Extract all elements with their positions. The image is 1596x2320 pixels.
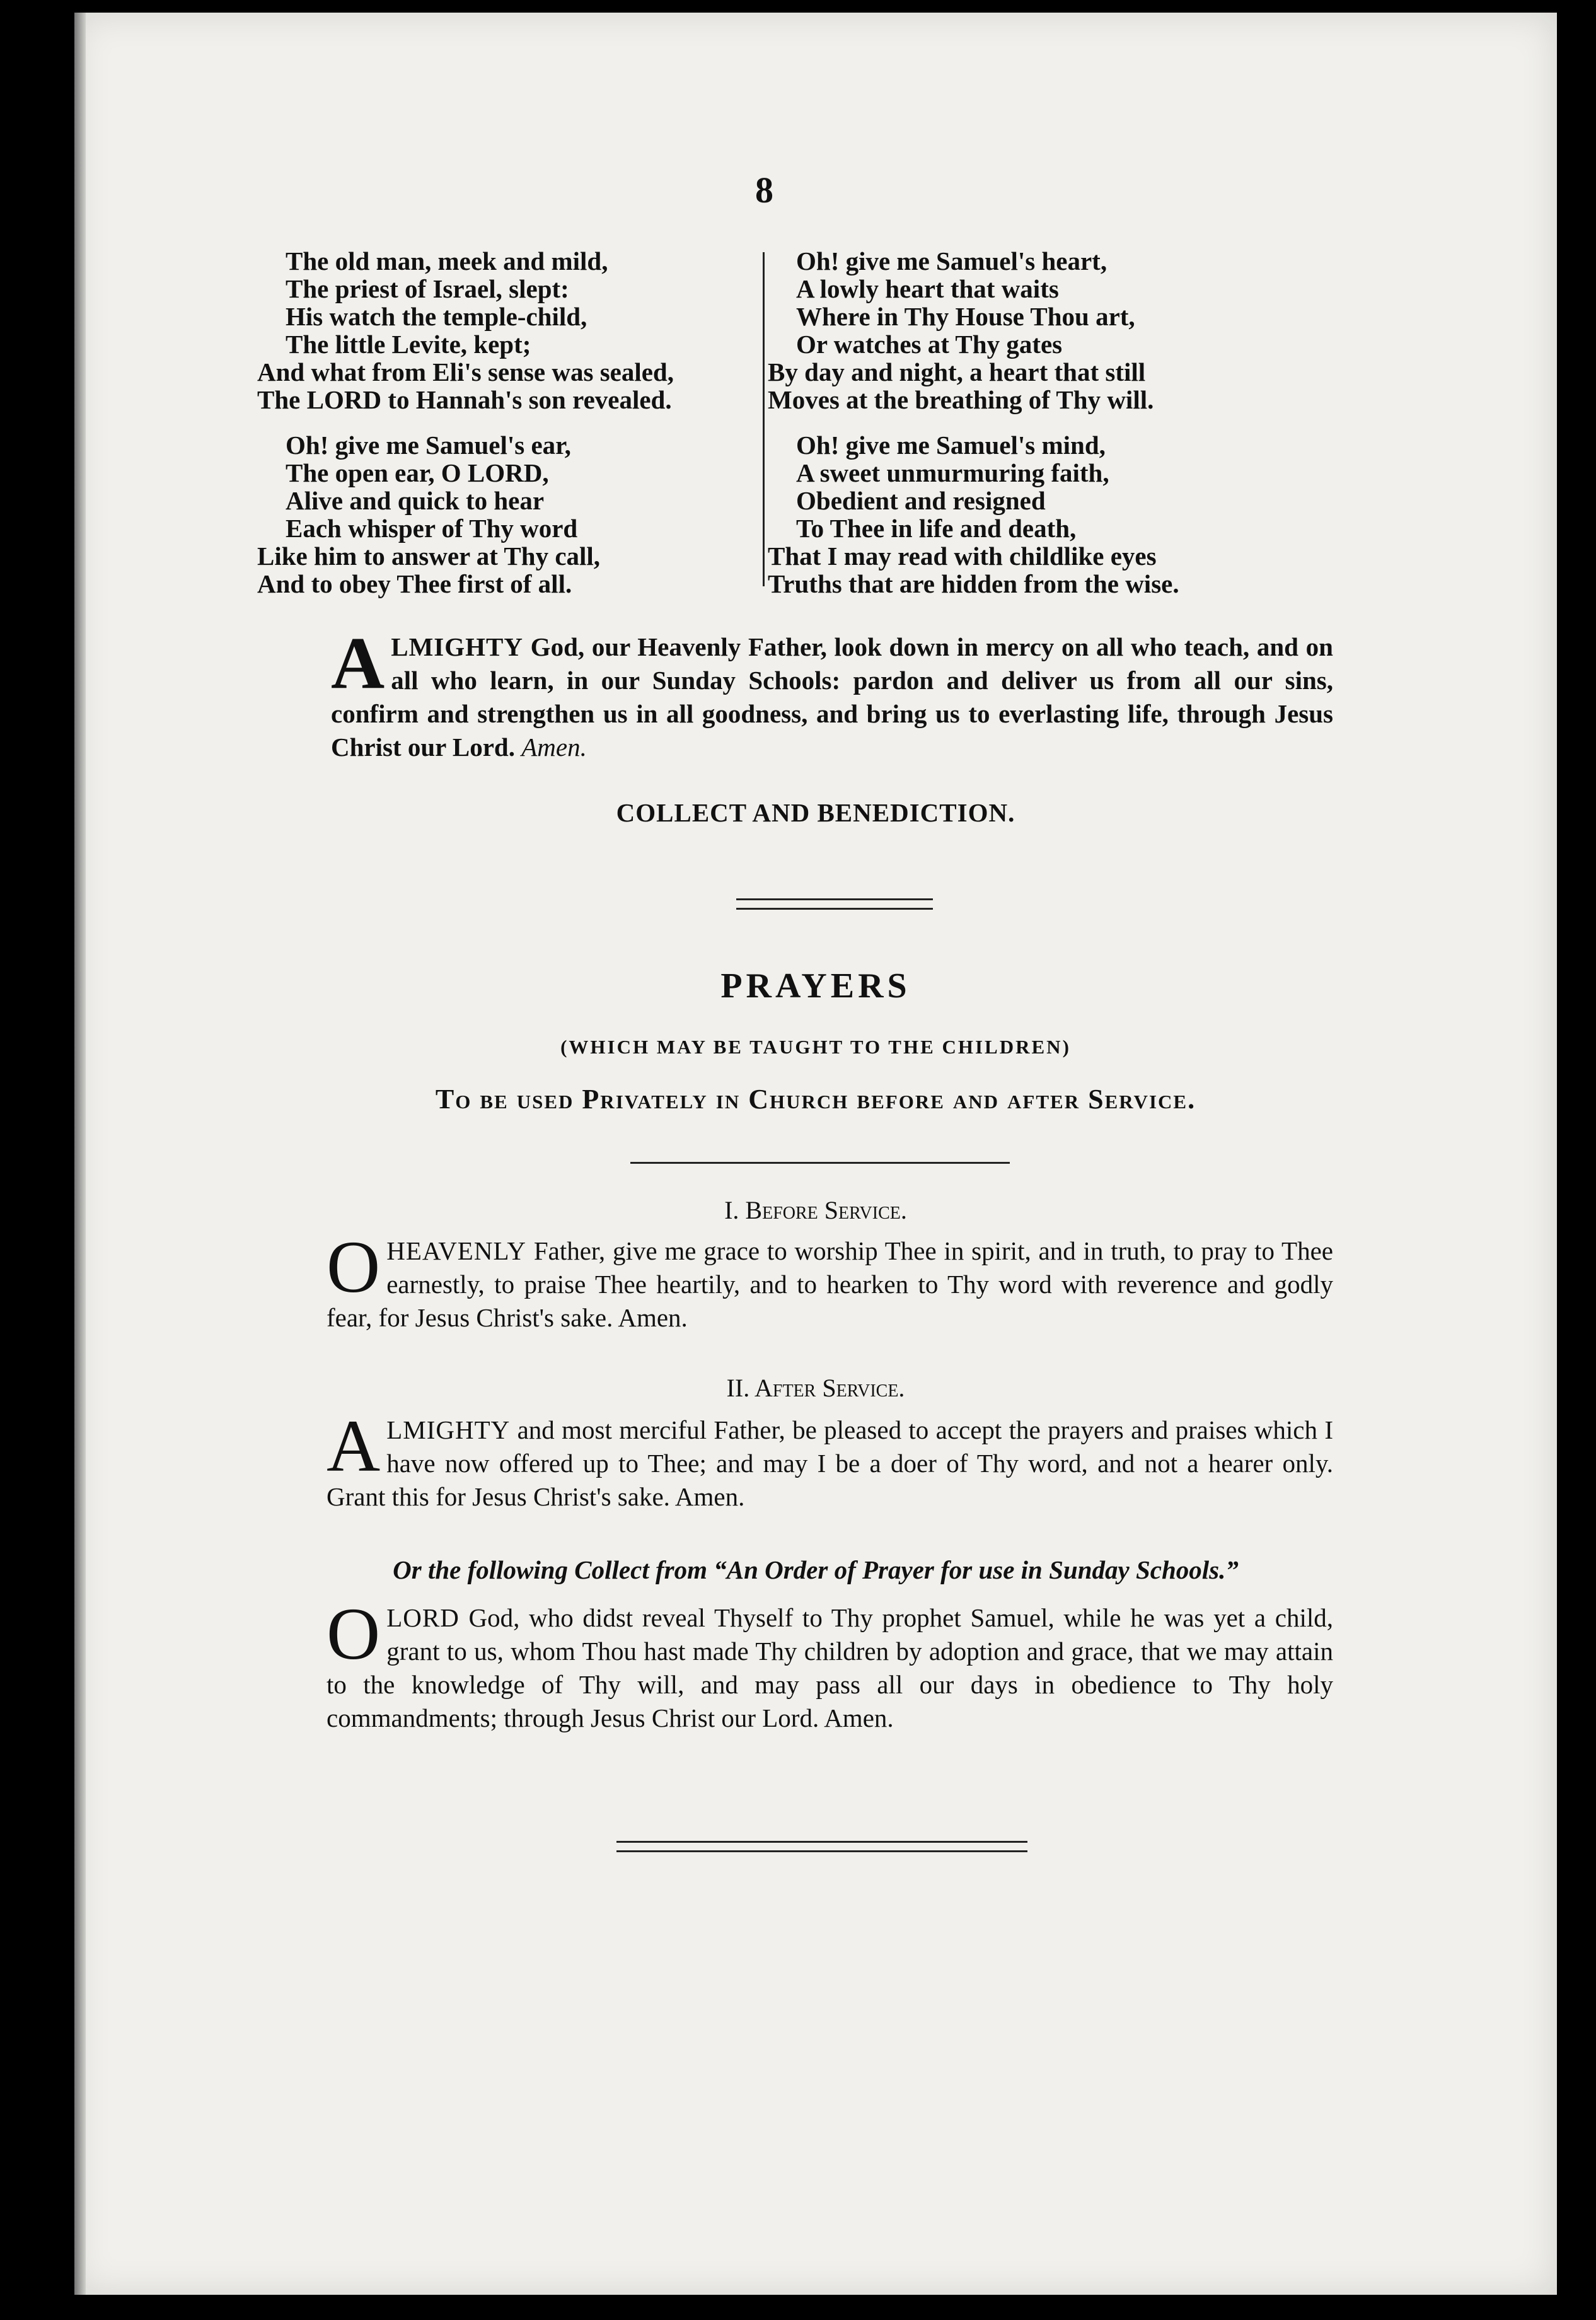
poem-line: Alive and quick to hear: [286, 486, 545, 515]
poem-line: The priest of Israel, slept:: [286, 274, 569, 303]
page-number: 8: [755, 170, 773, 211]
poem-line: Where in Thy House Thou art,: [796, 302, 1135, 331]
lead-word: HEAVENLY: [386, 1236, 527, 1265]
dropcap: O: [327, 1592, 381, 1675]
prayers-subtitle: (WHICH MAY BE TAUGHT TO THE CHILDREN): [560, 1036, 1071, 1058]
poem-line: To Thee in life and death,: [796, 514, 1077, 543]
prayer-after-service: [327, 1405, 1333, 1514]
lead-word: LMIGHTY: [386, 1415, 511, 1444]
poem-line: Obedient and resigned: [796, 486, 1046, 515]
poem-line: The old man, meek and mild,: [286, 246, 608, 276]
poem-line: And to obey Thee first of all.: [257, 569, 572, 598]
prayer-almighty-god: [331, 622, 1333, 764]
prayer-text: God, our Heavenly Father, look down in mercy on all who teach, and on all who learn, in our Sunday Schools: pardon and deliver us from all our sins, confirm and strengthen us in all goodness, and bring us to everlasting life, through Jesus Christ our Lord.: [331, 632, 1333, 762]
poem-line: Or watches at Thy gates: [796, 330, 1063, 359]
poem-line: Oh! give me Samuel's heart,: [796, 246, 1107, 276]
collect-intro: Or the following Collect from “An Order of Prayer for use in Sunday Schools.”: [393, 1555, 1239, 1584]
prayer-collect: [327, 1592, 1334, 1735]
column-divider: [763, 252, 765, 586]
stanza-gap: [257, 414, 674, 431]
poem-line: His watch the temple-child,: [286, 302, 587, 331]
prayers-usage: To be used Privately in Church before and after Service.: [435, 1084, 1196, 1115]
lead-word: LORD: [386, 1603, 460, 1632]
poem-line: Oh! give me Samuel's ear,: [286, 431, 571, 460]
amen: Amen.: [521, 733, 587, 762]
dropcap: O: [327, 1226, 381, 1308]
prayer-text: God, who didst reveal Thyself to Thy prophet Samuel, while he was yet a child, grant to us, whom Thou hast made Thy children by adoption and grace, that we may attain to the knowledge of Thy will, and may pass all our days in obedience to Thy holy commandments; through Jesus Christ our Lord. Amen.: [327, 1603, 1334, 1732]
poem-line: Each whisper of Thy word: [286, 514, 578, 543]
dropcap: A: [327, 1405, 381, 1487]
poem-line: The open ear, O LORD,: [286, 458, 549, 487]
stanza-gap: [768, 414, 1179, 431]
poem-line: Moves at the breathing of Thy will.: [768, 385, 1154, 414]
poem-line: By day and night, a heart that still: [768, 357, 1146, 386]
poem-line: And what from Eli's sense was sealed,: [257, 357, 674, 386]
poem-line: The little Levite, kept;: [286, 330, 531, 359]
prayer-text: Father, give me grace to worship Thee in spirit, and in truth, to pray to Thee earnestly, to praise Thee heartily, and to hearken to Thy word with reverence and godly fear, for Jesus Christ's sake. Amen.: [327, 1236, 1333, 1332]
double-rule: [736, 898, 933, 910]
lead-word: LMIGHTY: [391, 632, 523, 661]
poem-line: The LORD to Hannah's son revealed.: [257, 385, 672, 414]
poem-line: That I may read with childlike eyes: [768, 542, 1157, 571]
before-service-heading: I. Before Service.: [724, 1196, 907, 1224]
poem-line: A lowly heart that waits: [796, 274, 1059, 303]
poem-line: A sweet unmurmuring faith,: [796, 458, 1109, 487]
poem-line: Like him to answer at Thy call,: [257, 542, 601, 571]
single-rule: [630, 1162, 1010, 1164]
prayer-before-service: [327, 1226, 1333, 1335]
double-rule-bottom: [616, 1841, 1027, 1852]
prayers-title: PRAYERS: [720, 966, 911, 1006]
poem-line: Truths that are hidden from the wise.: [768, 569, 1179, 598]
dropcap: A: [331, 622, 385, 704]
poem-line: Oh! give me Samuel's mind,: [796, 431, 1106, 460]
poem-left-column: [257, 247, 674, 598]
prayer-text: and most merciful Father, be pleased to accept the prayers and praises which I have now offered up to Thee; and may I be a doer of Thy word, and not a hearer only. Grant this for Jesus Christ's sake. Amen.: [327, 1415, 1333, 1511]
after-service-heading: II. After Service.: [726, 1374, 905, 1402]
collect-benediction-heading: COLLECT AND BENEDICTION.: [616, 798, 1015, 827]
poem-right-column: [768, 247, 1179, 598]
